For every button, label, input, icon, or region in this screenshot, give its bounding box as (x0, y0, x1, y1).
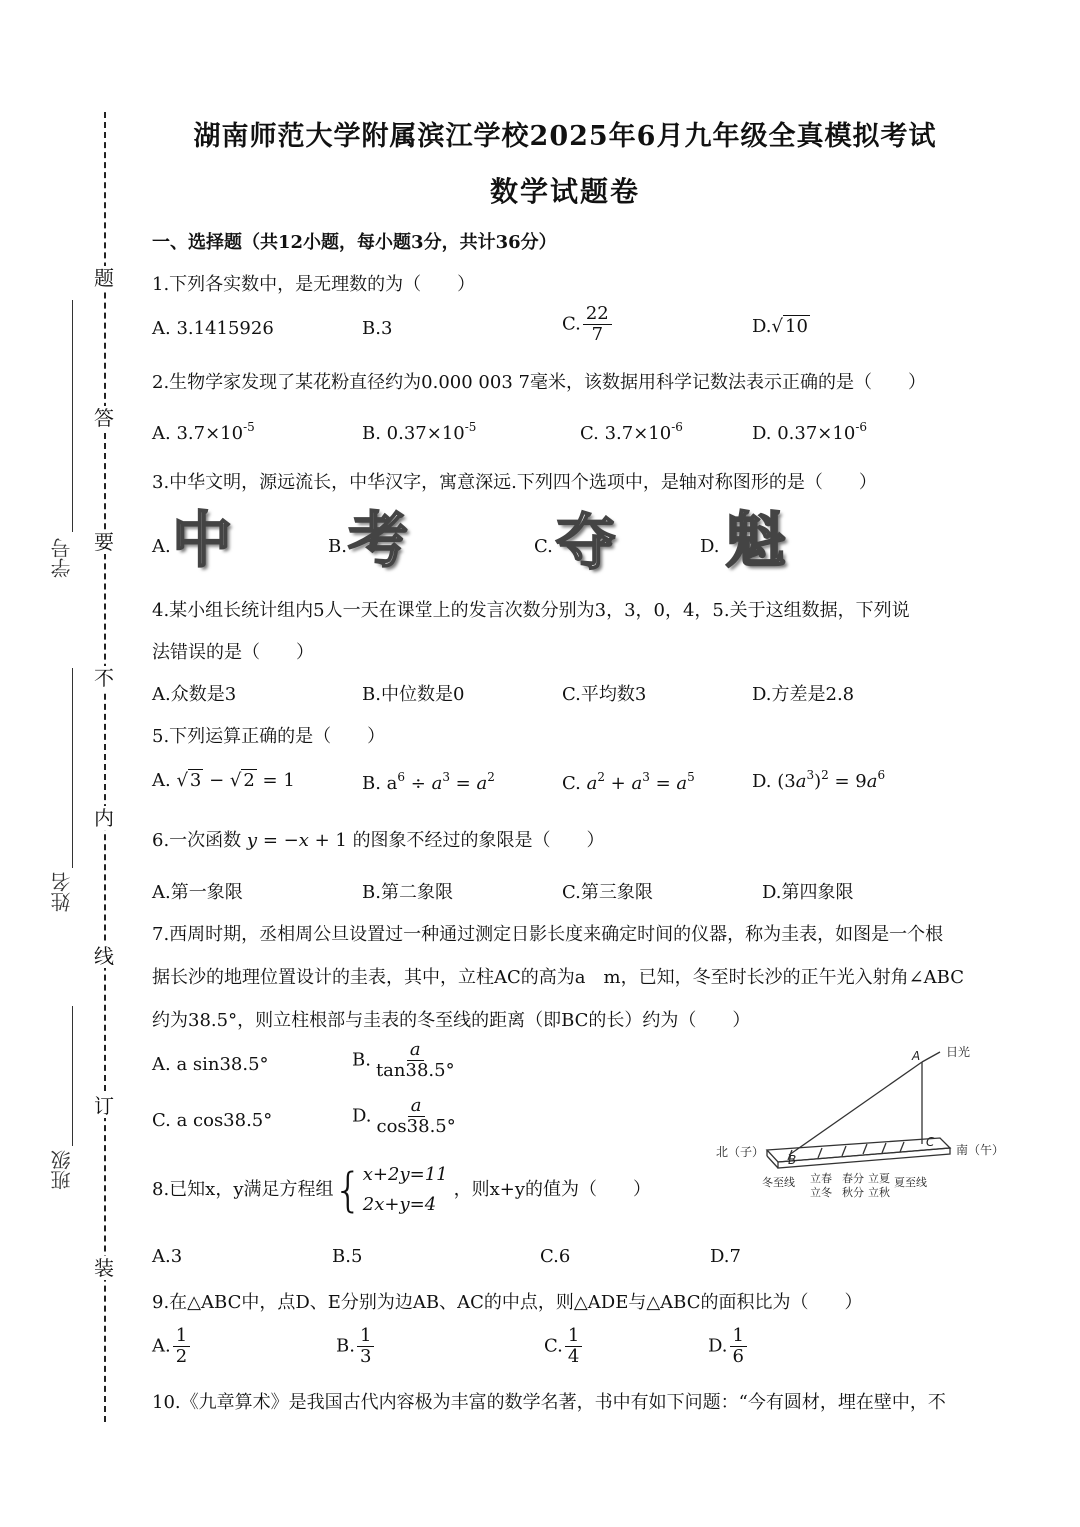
q3-char-zhong: 中 (172, 506, 232, 576)
q9-option-c[interactable] (544, 1326, 584, 1367)
q8-stem (152, 1160, 651, 1220)
lixia-label: 立夏 (868, 1172, 890, 1185)
option-text: B. 0.37×10 (362, 423, 465, 444)
margin-char: 装 (94, 1256, 114, 1280)
q2-option-b[interactable] (362, 420, 476, 444)
equation-system (363, 1160, 448, 1220)
margin-char: 内 (94, 806, 114, 830)
q6-stem: 6.一次函数 y = −x + 1 的图象不经过的象限是（ ） (152, 830, 605, 851)
q7-option-c[interactable]: C. a cos38.5° (152, 1110, 273, 1131)
winter-solstice-label: 冬至线 (762, 1176, 795, 1189)
numerator: 1 (357, 1326, 374, 1347)
q1-option-b[interactable]: B.3 (362, 318, 393, 339)
denominator: 2 (175, 1345, 188, 1367)
denominator: 6 (732, 1345, 744, 1367)
option-text: D. 0.37×10 (752, 423, 856, 444)
q3-stem: 3.中华文明，源远流长，中华汉字，寓意深远.下列四个选项中，是轴对称图形的是（ ） (152, 472, 877, 493)
sunlight-label: 日光 (946, 1045, 971, 1059)
binding-margin (0, 0, 140, 1527)
margin-char: 线 (94, 944, 114, 968)
point-a-label: A (912, 1049, 921, 1063)
student-id-label: 学号 (50, 538, 74, 578)
q8-option-d[interactable]: D.7 (710, 1246, 741, 1267)
q7-line-2: 据长沙的地理位置设计的圭表，其中，立柱AC的高为a m，已知，冬至时长沙的正午光入射角∠ABC (152, 967, 964, 988)
q9-option-a[interactable] (152, 1326, 192, 1367)
q3-char-kui: 魁 (726, 506, 786, 576)
fraction (373, 1040, 458, 1081)
stem-text: 的图象不经过的象限是（ ） (352, 830, 605, 851)
numerator: 1 (173, 1326, 190, 1347)
class-line[interactable] (72, 1006, 73, 1146)
denominator: 3 (359, 1345, 372, 1367)
stem-text: 8.已知x，y满足方程组 (152, 1179, 334, 1200)
q4-option-d[interactable]: D.方差是2.8 (752, 684, 855, 705)
margin-char: 订 (94, 1094, 114, 1118)
q4-stem-1: 4.某小组长统计组内5人一天在课堂上的发言次数分别为3，3，0，4，5.关于这组数据，下列说 (152, 600, 910, 621)
section-heading: 一、选择题（共12小题，每小题3分，共计36分） (152, 232, 557, 253)
q8-option-c[interactable]: C.6 (540, 1246, 571, 1267)
q6-option-c[interactable]: C.第三象限 (562, 882, 653, 903)
equation-1: x+2y=11 (362, 1164, 448, 1185)
numerator: a (408, 1096, 425, 1117)
numerator: a (407, 1040, 424, 1061)
fraction (583, 304, 612, 345)
q4-option-a[interactable]: A.众数是3 (152, 684, 237, 705)
q7-line-3: 约为38.5°，则立柱根部与圭表的冬至线的距离（即BC的长）约为（ ） (152, 1010, 751, 1031)
exam-subtitle: 数学试题卷 (489, 175, 640, 208)
q6-option-d[interactable]: D.第四象限 (762, 882, 854, 903)
q6-option-a[interactable]: A.第一象限 (152, 882, 243, 903)
class-label: 班级 (50, 1150, 74, 1190)
fraction (173, 1326, 190, 1367)
exponent: -5 (243, 420, 255, 434)
q7-line-1: 7.西周时期，丞相周公旦设置过一种通过测定日影长度来确定时间的仪器，称为圭表，如图是一个根 (152, 924, 944, 945)
radicand: 3 (189, 770, 202, 791)
liqiu-label: 立秋 (868, 1186, 890, 1199)
q2-option-d[interactable] (752, 420, 867, 444)
radicand: 2 (243, 770, 255, 791)
q5-option-c[interactable]: C. $a^2 + a^3 = a^5$ (562, 770, 695, 794)
option-label: C. (562, 313, 581, 335)
student-id-line[interactable] (72, 300, 73, 532)
margin-char: 答 (94, 406, 114, 430)
option-label: D. (752, 316, 772, 337)
option-text: A. 3.7×10 (152, 423, 244, 444)
fraction (374, 1096, 459, 1137)
numerator: 22 (583, 304, 612, 325)
chunfen-label: 春分 (842, 1172, 864, 1185)
exponent: -5 (464, 420, 477, 434)
exam-title: 湖南师范大学附属滨江学校2025年6月九年级全真模拟考试 (193, 121, 937, 152)
option-label: D. (708, 1335, 728, 1357)
q7-option-d[interactable] (352, 1096, 461, 1137)
qiufen-label: 秋分 (842, 1186, 864, 1199)
q1-stem: 1.下列各实数中，是无理数的为（ ） (152, 274, 476, 295)
point-b-label: B (788, 1153, 797, 1167)
denominator: 4 (567, 1345, 580, 1367)
q4-option-c[interactable]: C.平均数3 (562, 684, 647, 705)
q10-stem: 10.《九章算术》是我国古代内容极为丰富的数学名著，书中有如下问题：“今有圆材，埋在壁中，不 (152, 1392, 946, 1413)
q8-option-b[interactable]: B.5 (332, 1246, 363, 1267)
q3-char-duo: 夺 (556, 508, 616, 578)
q8-option-a[interactable]: A.3 (152, 1246, 183, 1267)
q4-stem-2: 法错误的是（ ） (152, 642, 314, 663)
seal-dashed-line (104, 112, 106, 1422)
brace-icon: { (333, 1163, 363, 1217)
exponent: -6 (671, 420, 683, 434)
radicand: 10 (785, 316, 808, 337)
summer-solstice-label: 夏至线 (894, 1176, 927, 1189)
lidong-label: 立冬 (810, 1186, 832, 1199)
fraction (730, 1326, 747, 1367)
q9-stem: 9.在△ABC中，点D、E分别为边AB、AC的中点，则△ADE与△ABC的面积比为（ ） (152, 1292, 863, 1313)
q3-option-c-label[interactable]: C. (534, 536, 553, 557)
q5-stem: 5.下列运算正确的是（ ） (152, 726, 386, 747)
q1-option-c[interactable] (562, 304, 614, 345)
stem-text: 6.一次函数 (152, 830, 242, 851)
stem-text: ，则x+y的值为（ ） (453, 1179, 652, 1200)
margin-char: 题 (94, 266, 114, 290)
denominator: cos38.5° (376, 1115, 456, 1137)
numerator: 1 (565, 1326, 582, 1347)
denominator: 7 (591, 323, 604, 345)
option-label: B. (352, 1049, 371, 1071)
q1-option-d[interactable]: D.√ 10 (752, 316, 808, 337)
q9-option-b[interactable] (336, 1326, 376, 1367)
q9-option-d[interactable] (708, 1326, 749, 1367)
q7-option-b[interactable] (352, 1040, 460, 1081)
option-label: B. (336, 1335, 355, 1357)
margin-char: 不 (94, 666, 114, 690)
lichun-label: 立春 (810, 1172, 832, 1185)
point-c-label: C (926, 1135, 935, 1149)
fraction (565, 1326, 582, 1367)
option-label: C. (544, 1335, 563, 1357)
q4-option-b[interactable]: B.中位数是0 (362, 684, 465, 705)
south-label: 南（午） (956, 1143, 1005, 1157)
q5-option-a[interactable]: A. √ 3 − √ 2 = 1 (152, 770, 295, 791)
q2-stem: 2.生物学家发现了某花粉直径约为0.000 003 7毫米，该数据用科学记数法表示正确的是（ ） (152, 372, 926, 393)
q6-option-b[interactable]: B.第二象限 (362, 882, 453, 903)
name-line[interactable] (72, 668, 73, 868)
margin-char: 要 (94, 530, 114, 554)
q5-option-d[interactable]: D. $(3a^3)^2 = 9a^6$ (752, 768, 886, 792)
denominator: tan38.5° (375, 1059, 455, 1081)
fraction (357, 1326, 374, 1367)
name-label: 姓名 (50, 872, 74, 912)
q3-option-a-label[interactable]: A. (152, 536, 171, 557)
q2-option-a[interactable] (152, 420, 255, 444)
option-label: A. (152, 1335, 171, 1357)
q5-option-b[interactable]: B. $a^6 \div a^3 = a^2$ (362, 770, 495, 794)
option-text: C. 3.7×10 (580, 423, 672, 444)
q2-option-c[interactable] (580, 420, 683, 444)
q3-char-kao: 考 (348, 506, 408, 576)
q3-option-b-label[interactable]: B. (328, 536, 347, 557)
north-label: 北（子） (716, 1145, 765, 1159)
numerator: 1 (730, 1326, 747, 1347)
exponent: -6 (855, 420, 868, 434)
q1-option-a[interactable]: A. 3.1415926 (152, 318, 274, 339)
q3-option-d-label[interactable]: D. (700, 536, 720, 557)
q7-option-a[interactable]: A. a sin38.5° (152, 1054, 269, 1075)
gnomon-figure (712, 1040, 1012, 1210)
option-label: D. (352, 1105, 372, 1127)
equation-2: 2x+y=4 (362, 1194, 437, 1215)
